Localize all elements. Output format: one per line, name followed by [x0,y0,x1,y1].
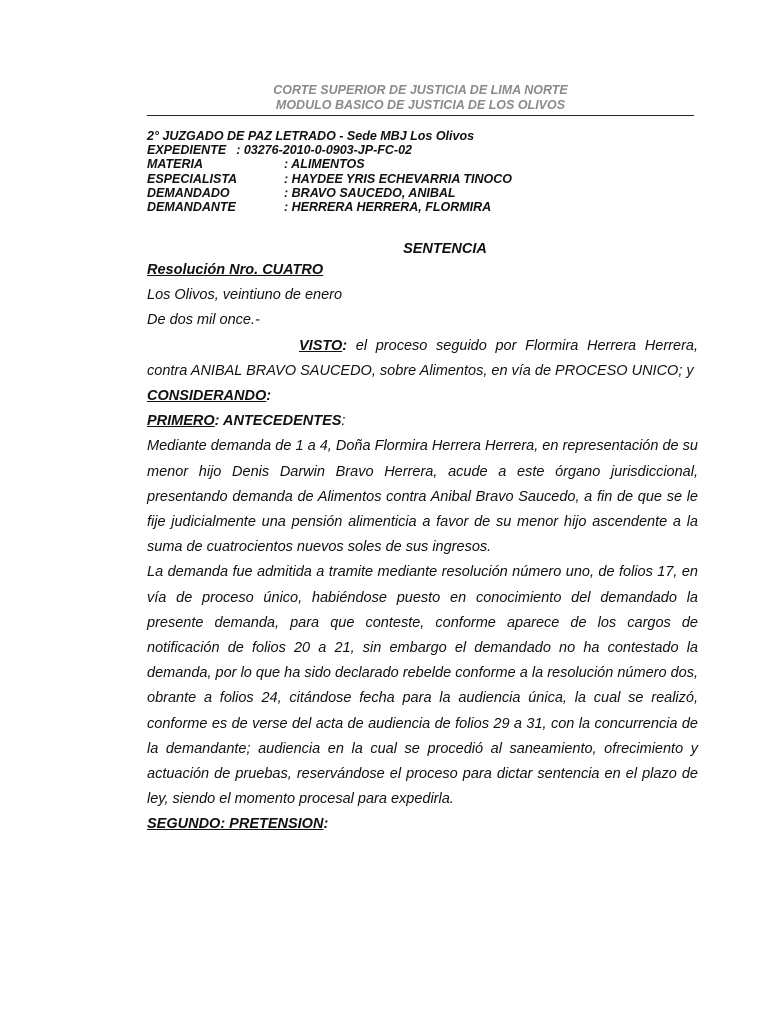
visto-text: el proceso seguido por Flormira Herrera Herrera, contra ANIBAL BRAVO SAUCEDO, sobre Alimentos, en vía de PROCESO UNICO; y [147,337,698,379]
primero-title: : ANTECEDENTES [214,413,342,430]
year-line: De dos mil once.- [147,312,260,329]
document-body [147,256,698,838]
segundo-label: SEGUNDO: PRETENSION [147,816,324,833]
expediente-value: : 03276-2010-0-0903-JP-FC-02 [236,143,412,158]
expediente-label: EXPEDIENTE [147,143,227,158]
expediente-row [147,143,512,157]
especialista-label: ESPECIALISTA [147,171,238,186]
materia-label: MATERIA [147,157,204,172]
materia-value: : ALIMENTOS [284,157,365,172]
especialista-value: : HAYDEE YRIS ECHEVARRIA TINOCO [284,171,513,186]
demandado-value: : BRAVO SAUCEDO, ANIBAL [284,185,456,200]
materia-row [147,157,512,171]
considerando-colon: : [266,388,272,405]
especialista-row [147,172,512,186]
segundo-colon: : [323,816,329,833]
demandante-label: DEMANDANTE [147,200,236,215]
paragraph-antecedentes-1: Mediante demanda de 1 a 4, Doña Flormira Herrera Herrera, en representación de su menor hijo Denis Darwin Bravo Herrera, acude a este órgano jurisdiccional, presentando demanda de Alimentos contra Anibal Bravo Saucedo, a fin de que se le fije judicialmente una pensión alimenticia a favor de su menor hijo ascendente a la suma de cuatrocientos nuevos soles de sus ingresos. [147,438,698,556]
header-divider [147,115,694,116]
court-header [147,83,694,113]
visto-paragraph [147,334,698,384]
demandado-label: DEMANDADO [147,185,230,200]
considerando-label: CONSIDERANDO [147,388,267,405]
court-name: CORTE SUPERIOR DE JUSTICIA DE LIMA NORTE [273,83,568,97]
primero-label: PRIMERO [147,413,215,430]
place-date-line: Los Olivos, veintiuno de enero [147,287,343,304]
resolution-number-text: Resolución Nro. CUATRO [147,262,324,278]
demandado-row [147,186,512,200]
paragraph-antecedentes-2: La demanda fue admitida a tramite mediante resolución número uno, de folios 17, en vía de proceso único, habiéndose puesto en conocimiento del demandado la presente demanda, para que conteste, conforme aparece de los cargos de notificación de folios 20 a 21, sin embargo el demandado no ha contestado la demanda, por lo que ha sido declarado rebelde conforme a la resolución número dos, obrante a folios 24, citándose fecha para la audiencia única, la cual se realizó, conforme es de verse del acta de audiencia de folios 29 a 31, con la concurrencia de la demandante; audiencia en la cual se procedió al saneamiento, ofrecimiento y actuación de pruebas, reservándose el proceso para dictar sentencia en el plazo de ley, siendo el momento procesal para expedirla. [147,564,698,808]
considerando-heading [147,384,698,409]
primero-heading [147,409,698,434]
segundo-heading [147,812,698,837]
visto-label: VISTO [299,337,343,354]
resolution-number [147,258,698,283]
juzgado-line: 2° JUZGADO DE PAZ LETRADO - Sede MBJ Los Olivos [147,129,475,143]
document-title-text: SENTENCIA [403,241,487,257]
module-name: MODULO BASICO DE JUSTICIA DE LOS OLIVOS [275,98,566,112]
case-info-block [147,129,512,214]
demandante-row [147,200,512,214]
primero-colon: : [341,413,346,430]
demandante-value: : HERRERA HERRERA, FLORMIRA [284,200,492,215]
visto-colon: : [342,337,348,354]
